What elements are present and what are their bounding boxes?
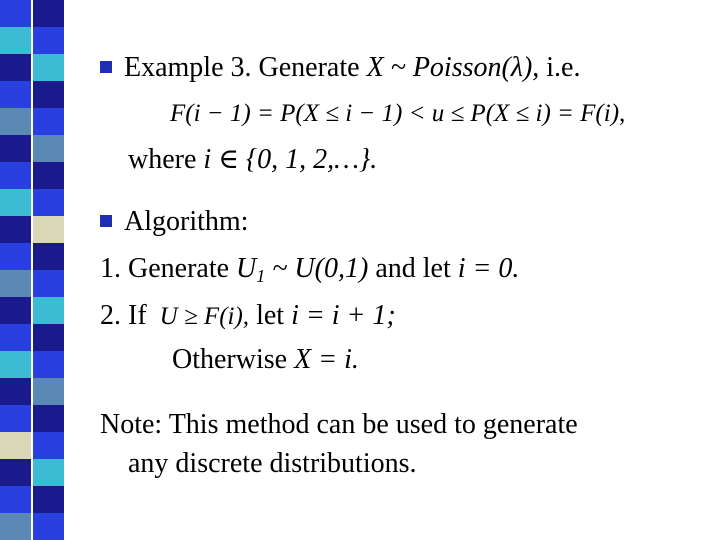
stripe-cell [0,243,33,270]
stripe-cell [0,27,33,54]
algorithm-heading-text: Algorithm: [124,206,249,237]
stripe-cell [0,351,33,378]
example-suffix: i.e. [546,52,581,83]
stripe-cell [33,0,66,27]
bullet-icon [100,61,112,73]
stripe-block [0,189,66,216]
stripe-cell [33,216,66,243]
note-line-2 [128,450,417,478]
algorithm-otherwise [172,346,359,374]
stripe-cell [0,378,33,405]
stripe-cell [0,459,33,486]
stripe-cell [0,513,33,540]
formula-text: F(i − 1) = P(X ≤ i − 1) < u ≤ P(X ≤ i) = F(i), [170,100,626,127]
example-text: Generate [258,52,360,83]
stripe-cell [0,54,33,81]
stripe-block [0,324,66,351]
step2-cond: U ≥ F(i), [159,303,250,330]
stripe-cell [0,297,33,324]
stripe-cell [33,432,66,459]
where-line [128,146,377,174]
stripe-cell [33,54,66,81]
stripe-block [0,432,66,459]
stripe-cell [33,108,66,135]
where-var: i [203,144,212,175]
bullet-icon [100,215,112,227]
note-line-1 [100,411,578,439]
stripe-block [0,405,66,432]
stripe-cell [33,405,66,432]
stripe-cell [33,486,66,513]
where-set: ∈ {0, 1, 2,…}. [218,144,378,175]
stripe-cell [33,459,66,486]
decorative-stripe [0,0,66,540]
stripe-cell [33,162,66,189]
stripe-cell [33,270,66,297]
stripe-cell [33,297,66,324]
stripe-cell [33,351,66,378]
stripe-block [0,270,66,297]
step1-dist: ~ U(0,1) [272,253,369,284]
example-var: X ~ Poisson(λ), [366,52,540,83]
step1-sub: 1 [256,266,266,286]
stripe-block [0,54,66,81]
stripe-block [0,81,66,108]
stripe-cell [0,486,33,513]
stripe-block [0,162,66,189]
step2-prefix: 2. If [100,300,147,331]
stripe-block [0,513,66,540]
where-prefix: where [128,144,197,175]
stripe-block [0,351,66,378]
stripe-block [0,378,66,405]
stripe-cell [0,216,33,243]
step1-and: and let [375,253,451,284]
formula-cdf [170,101,625,126]
stripe-block [0,216,66,243]
stripe-block [0,297,66,324]
algorithm-heading [100,208,248,236]
stripe-cell [33,513,66,540]
step2-update: i = i + 1; [291,300,396,331]
stripe-block [0,108,66,135]
step2-let: let [256,300,285,331]
stripe-block [0,459,66,486]
stripe-cell [0,189,33,216]
stripe-cell [33,324,66,351]
stripe-block [0,135,66,162]
example-label: Example 3. [124,52,252,83]
stripe-cell [0,108,33,135]
stripe-cell [0,405,33,432]
stripe-cell [33,189,66,216]
step1-init: i = 0. [457,253,520,284]
stripe-cell [0,81,33,108]
stripe-cell [0,135,33,162]
stripe-cell [0,324,33,351]
step1-prefix: 1. Generate [100,253,230,284]
stripe-cell [33,81,66,108]
stripe-cell [33,243,66,270]
stripe-block [0,27,66,54]
note-text-2: any discrete distributions. [128,448,417,479]
step1-U: U [236,253,257,284]
algorithm-step-1 [100,255,519,285]
stripe-cell [33,135,66,162]
stripe-cell [0,162,33,189]
otherwise-word: Otherwise [172,344,288,375]
stripe-cell [33,27,66,54]
stripe-block [0,243,66,270]
otherwise-assign: X = i. [294,344,359,375]
note-text-1: Note: This method can be used to generate [100,409,578,440]
stripe-cell [33,378,66,405]
stripe-cell [0,0,33,27]
stripe-cell [0,432,33,459]
example-line [100,54,581,82]
stripe-block [0,486,66,513]
stripe-block [0,0,66,27]
algorithm-step-2 [100,302,396,330]
stripe-cell [0,270,33,297]
